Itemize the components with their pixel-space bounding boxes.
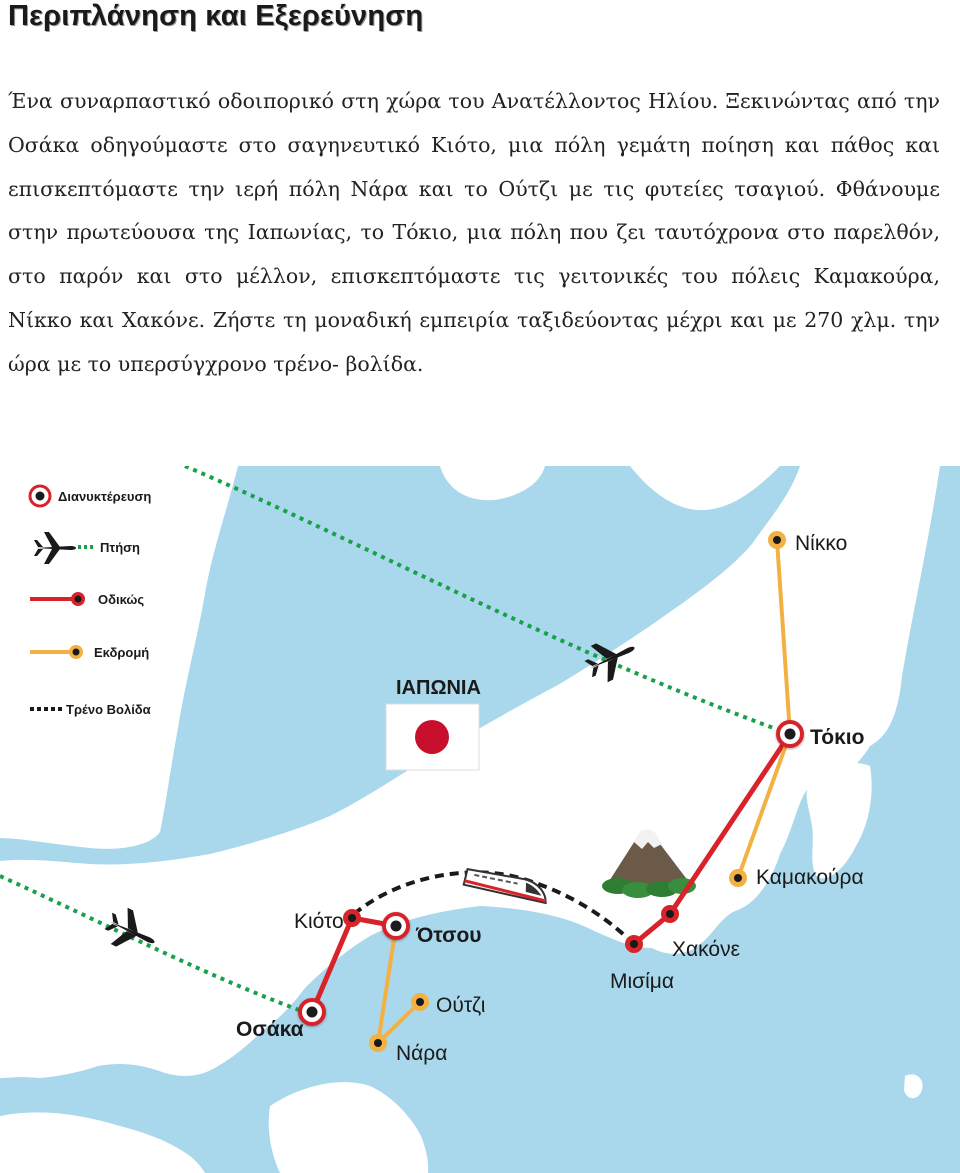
- marker-hakone: [661, 905, 679, 923]
- marker-nara: [369, 1034, 387, 1052]
- city-label-kamakura: Καμακούρα: [756, 866, 864, 889]
- legend-train-label: Τρένο Βολίδα: [66, 702, 151, 717]
- city-label-uji: Ούτζι: [436, 994, 486, 1017]
- city-label-tokyo: Τόκιο: [810, 726, 865, 749]
- marker-tokyo: [778, 722, 802, 746]
- marker-uji: [411, 993, 429, 1011]
- legend-road-label: Οδικώς: [98, 592, 145, 607]
- city-label-osaka: Οσάκα: [236, 1018, 304, 1041]
- legend-excursion-label: Εκδρομή: [94, 645, 150, 660]
- legend-flight-label: Πτήση: [100, 540, 140, 555]
- city-label-otsu: Ότσου: [416, 924, 482, 947]
- country-label: ΙΑΠΩΝΙΑ: [396, 677, 481, 699]
- city-label-mishima: Μισίμα: [610, 970, 675, 993]
- city-label-kyoto: Κιότο: [294, 910, 344, 933]
- marker-kyoto: [343, 909, 361, 927]
- marker-kamakura: [729, 869, 747, 887]
- marker-osaka: [300, 1000, 324, 1024]
- route-map: [0, 466, 960, 1173]
- japan-flag-icon: [386, 704, 479, 770]
- marker-nikko: [768, 531, 786, 549]
- marker-otsu: [384, 914, 408, 938]
- city-label-nara: Νάρα: [396, 1042, 448, 1065]
- city-label-hakone: Χακόνε: [672, 938, 740, 961]
- marker-mishima: [625, 935, 643, 953]
- page-title: Περιπλάνηση και Εξερεύνηση: [8, 0, 424, 32]
- city-label-nikko: Νίκκο: [795, 532, 848, 555]
- legend-overnight-label: Διανυκτέρευση: [58, 489, 152, 504]
- legend-overnight: [30, 486, 151, 506]
- description-paragraph: Ένα συναρπαστικό οδοιπορικό στη χώρα του Ανατέλλοντος Ηλίου. Ξεκινώντας από την Οσάκα οδηγούμαστε στο σαγηνευτικό Κιότο, μια πόλη γεμάτη ποίηση και πάθος και επισκεπτόμαστε την ιερή πόλη Νάρα και το Ούτζι με τις φυτείες τσαγιού. Φθάνουμε στην πρωτεύουσα της Ιαπωνίας, το Τόκιο, μια πόλη που ζει ταυτόχρονα στο παρελθόν, στο παρόν και στο μέλλον, επισκεπτόμαστε τις γειτονικές του πόλεις Καμακούρα, Νίκκο και Χακόνε. Ζήστε τη μοναδική εμπειρία ταξιδεύοντας μέχρι και με 270 χλμ. την ώρα με το υπερσύγχρονο τρένο- βολίδα.: [8, 89, 940, 376]
